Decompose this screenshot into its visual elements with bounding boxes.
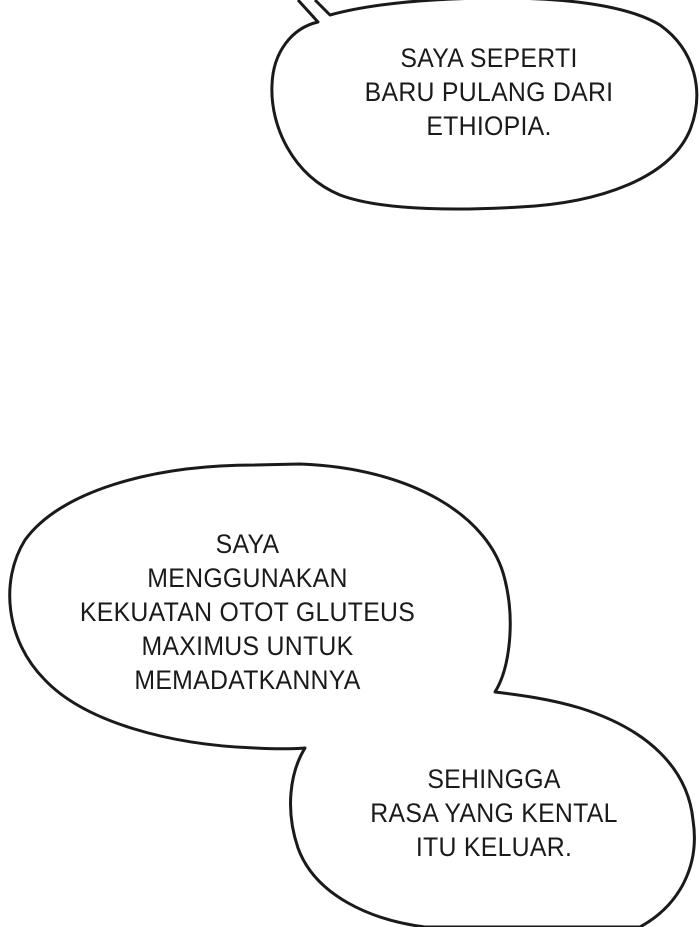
bubble-2-line-3: KEKUATAN OTOT GLUTEUS [79,597,416,627]
bubble-1-line-2: BARU PULANG DARI [364,77,614,107]
bubble-3-line-2: RASA YANG KENTAL [370,798,618,828]
bubble-2-line-1: SAYA [215,529,280,559]
bubble-2-text [57,527,439,697]
bubble-1-line-3: ETHIOPIA. [426,111,552,141]
bubble-2-line-5: MEMADATKANNYA [134,665,361,695]
bubble-2-line-4: MAXIMUS UNTUK [141,631,354,661]
bubble-1-text [343,41,636,143]
bubble-3-line-3: ITU KELUAR. [415,832,573,862]
bubble-2-line-2: MENGGUNAKAN [147,563,348,593]
bubble-3-line-1: SEHINGGA [427,764,561,794]
bubble-1-line-1: SAYA SEPERTI [400,43,578,73]
bubble-3-text [348,762,641,864]
